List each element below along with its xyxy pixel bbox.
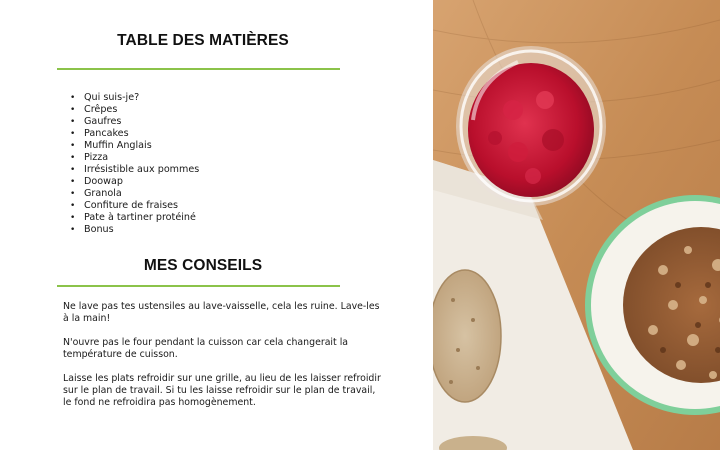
toc-item: • Pizza (70, 152, 199, 164)
toc-divider (57, 68, 340, 70)
toc-item: • Crêpes (70, 104, 199, 116)
tips-title: MES CONSEILS (143, 257, 263, 274)
food-photo (433, 0, 720, 450)
toc-title: TABLE DES MATIÈRES (117, 32, 289, 49)
food-photo-illustration (433, 0, 720, 450)
tip-paragraph: Laisse les plats refroidir sur une grille, au lieu de les laisser refroidir sur le plan de travail. Si tu les laisse refroidir sur le plan de travail, le fond ne refroidira pas homogènement. (63, 373, 381, 408)
english-muffin (433, 270, 501, 402)
toc-item: • Muffin Anglais (70, 140, 199, 152)
toc-item: • Qui suis-je? (70, 92, 199, 104)
toc-item: • Gaufres (70, 116, 199, 128)
tips-divider (57, 285, 340, 287)
tip-paragraph: N'ouvre pas le four pendant la cuisson car cela changerait la température de cuisson. (63, 337, 349, 360)
toc-item: • Doowap (70, 176, 199, 188)
toc-item: • Bonus (70, 224, 199, 236)
jam-jar (456, 46, 606, 206)
toc-item: • Pate à tartiner protéiné (70, 212, 199, 224)
toc-item: • Confiture de fraises (70, 200, 199, 212)
tip-paragraph: Ne lave pas tes ustensiles au lave-vaisselle, cela les ruine. Lave-les à la main! (63, 301, 380, 324)
toc-item: • Pancakes (70, 128, 199, 140)
toc-item: • Irrésistible aux pommes (70, 164, 199, 176)
toc-item: • Granola (70, 188, 199, 200)
toc-list (70, 92, 199, 236)
